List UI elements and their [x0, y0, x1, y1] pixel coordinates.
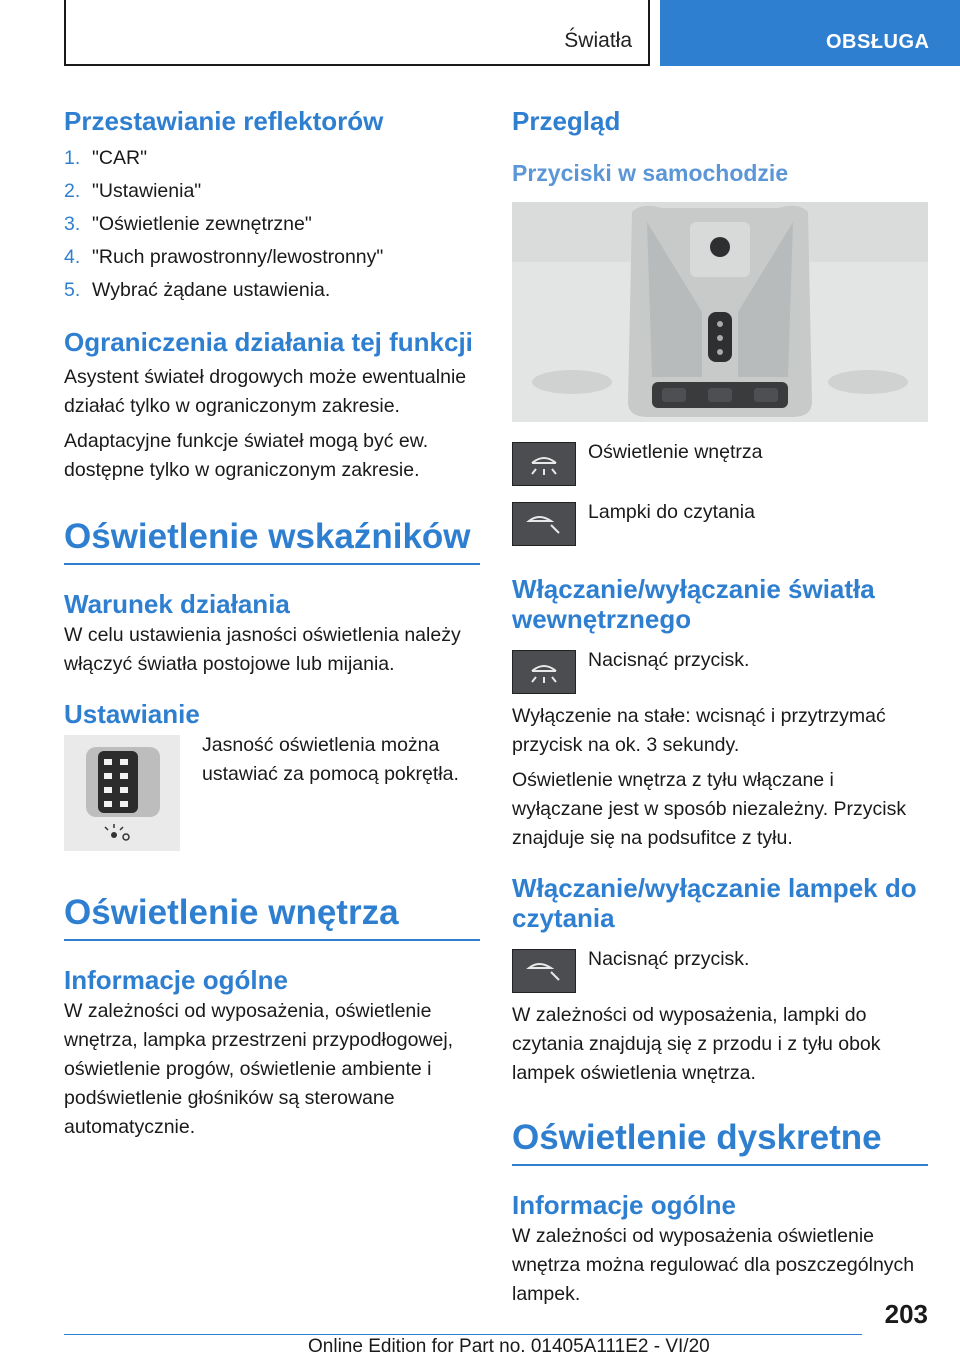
limits-heading: Ograniczenia działania tej funkcji [64, 327, 473, 357]
onoff-text-1: Wyłączenie na stałe: wcisnąć i przytrzymać przycisk na ok. 3 sekundy. [512, 705, 886, 756]
edition-footer: Online Edition for Part no. 01405A111E2 - VI/20 [308, 1336, 710, 1357]
section-divider [64, 563, 480, 565]
list-item: 1. "CAR" [64, 147, 148, 169]
chapter-tab[interactable] [660, 0, 960, 66]
chapter-tab-label: OBSŁUGA [826, 31, 930, 53]
interior-light-icon[interactable] [512, 442, 576, 486]
interior-light-label: Oświetlenie wnętrza [588, 441, 763, 463]
press-row-1 [512, 650, 928, 694]
steps-list [64, 142, 480, 307]
instrument-lighting-heading: Oświetlenie wskaźników [64, 517, 471, 556]
discreet-general-heading: Informacje ogólne [512, 1190, 736, 1220]
discreet-text: W zależności od wyposażenia oświetlenie wnętrza można regulować dla poszczególnych lampek. [512, 1225, 915, 1305]
list-item: 5. Wybrać żądane ustawienia. [64, 279, 331, 301]
headliner-photo [512, 202, 928, 422]
reading-light-label: Lampki do czytania [588, 501, 755, 523]
reading-onoff-heading: Włączanie/wyłączanie lampek do czytania [512, 873, 917, 933]
overview-heading: Przegląd [512, 106, 621, 136]
adjust-headlights-heading: Przestawianie reflektorów [64, 106, 384, 136]
reading-light-icon[interactable] [512, 949, 576, 993]
general-info-text: W zależności od wyposażenia, oświetlenie wnętrza, lampka przestrzeni przypodłogowej, oświetlenie progów, oświetlenie ambiente i podświetlenie głośników są sterowane automatycznie. [64, 1000, 454, 1138]
limits-text-2: Adaptacyjne funkcje świateł mogą być ew. dostępne tylko w ograniczonym zakresie. [64, 430, 429, 481]
left-column [64, 100, 480, 1142]
setting-text: Jasność oświetlenia można ustawiać za pomocą pokrętła. [202, 734, 459, 785]
list-item: 2. "Ustawienia" [64, 180, 202, 202]
reading-light-icon[interactable] [512, 502, 576, 546]
buttons-heading: Przyciski w samochodzie [512, 160, 789, 186]
section-divider [512, 1164, 928, 1166]
setting-row [64, 735, 480, 851]
press-button-text: Nacisnąć przycisk. [588, 948, 750, 970]
general-info-heading: Informacje ogólne [64, 965, 288, 995]
section-title: Światła [564, 29, 632, 52]
right-column [512, 100, 928, 1309]
condition-heading: Warunek działania [64, 589, 290, 619]
setting-heading: Ustawianie [64, 699, 200, 729]
page-number: 203 [884, 1299, 928, 1329]
list-item: 4. "Ruch prawostronny/lewostronny" [64, 246, 384, 268]
interior-light-row [512, 442, 928, 486]
interior-onoff-heading: Włączanie/wyłączanie światła wewnętrznego [512, 574, 875, 634]
limits-text-1: Asystent świateł drogowych może ewentualnie działać tylko w ograniczonym zakresie. [64, 366, 467, 417]
condition-text: W celu ustawienia jasności oświetlenia należy włączyć światła postojowe lub mijania. [64, 624, 461, 675]
reading-text: W zależności od wyposażenia, lampki do czytania znajdują się z przodu i z tyłu obok lampek oświetlenia wnętrza. [512, 1004, 881, 1084]
list-item: 3. "Oświetlenie zewnętrzne" [64, 213, 312, 235]
press-button-text: Nacisnąć przycisk. [588, 649, 750, 671]
onoff-text-2: Oświetlenie wnętrza z tyłu włączane i wyłączane jest w sposób niezależny. Przycisk znajduje się na podsufitce z tyłu. [512, 769, 907, 849]
reading-light-row [512, 502, 928, 546]
footer-divider [64, 1334, 862, 1335]
press-row-2 [512, 949, 928, 993]
discreet-lighting-heading: Oświetlenie dyskretne [512, 1118, 882, 1157]
header-box [64, 0, 650, 66]
interior-light-icon[interactable] [512, 650, 576, 694]
dimmer-wheel-icon [64, 735, 180, 851]
interior-lighting-heading: Oświetlenie wnętrza [64, 893, 399, 932]
section-divider [64, 939, 480, 941]
